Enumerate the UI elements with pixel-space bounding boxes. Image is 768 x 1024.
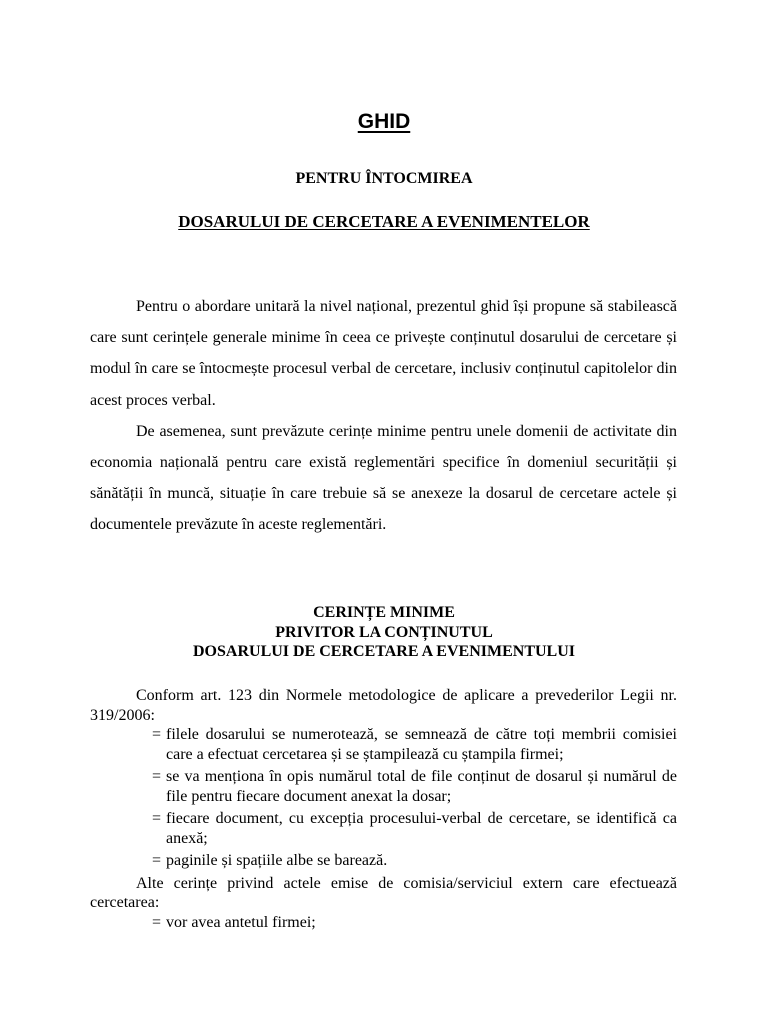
list-item-text: se va menționa în opis numărul total de file conținut de dosarul și numărul de file pentru fiecare document anexat la dosar; (166, 768, 677, 805)
intro-paragraph: Pentru o abordare unitară la nivel național, prezentul ghid își propune să stabilească care sunt cerințele generale minime în ceea ce privește conținutul dosarului de cercetare și modul în care se întocmește procesul verbal de cercetare, inclusiv conținutul capitolelor din acest proces verbal. (90, 298, 677, 409)
document-subtitle-line1: PENTRU ÎNTOCMIREA (295, 170, 473, 187)
list-item-text: filele dosarului se numerotează, se semnează de către toți membrii comisiei care a efectuat cercetarea și se ștampilează cu ștampila firmei; (166, 726, 677, 763)
list-bullet: = (152, 852, 162, 869)
list-item (90, 767, 677, 806)
other-requirements-list (90, 913, 677, 933)
requirements-section (90, 686, 677, 935)
intro-section (90, 291, 677, 541)
list-item (90, 809, 677, 848)
intro-paragraph: De asemenea, sunt prevăzute cerințe minime pentru unele domenii de activitate din economia națională pentru care există reglementări specifice în domeniul securității și sănătății în muncă, situație în care trebuie să se anexeze la dosarul de cercetare actele și documentele prevăzute în aceste reglementări. (90, 422, 677, 534)
other-requirements-paragraph: Alte cerințe privind actele emise de comisia/serviciul extern care efectuează cercetarea: (90, 874, 677, 911)
section-heading-line: CERINȚE MINIME (313, 604, 455, 621)
section-heading-line: PRIVITOR LA CONȚINUTUL (275, 623, 493, 641)
document-title: GHID (357, 110, 411, 133)
document-subtitle-line2: DOSARULUI DE CERCETARE A EVENIMENTELOR (178, 212, 590, 231)
list-item-text: fiecare document, cu excepția procesului-verbal de cercetare, se identifică ca anexă; (166, 810, 677, 847)
list-item (90, 913, 677, 933)
list-bullet: = (152, 913, 162, 931)
list-item (90, 725, 677, 764)
list-bullet: = (152, 726, 162, 743)
list-item (90, 851, 677, 871)
list-item-text: vor avea antetul firmei; (166, 913, 316, 931)
requirements-list (90, 725, 677, 871)
section-heading (0, 603, 768, 662)
list-bullet: = (152, 768, 162, 785)
list-bullet: = (152, 810, 162, 827)
section-intro-paragraph: Conform art. 123 din Normele metodologice de aplicare a prevederilor Legii nr. 319/2006: (90, 687, 677, 724)
list-item-text: paginile și spațiile albe se barează. (166, 852, 388, 869)
section-heading-line: DOSARULUI DE CERCETARE A EVENIMENTULUI (193, 643, 575, 660)
